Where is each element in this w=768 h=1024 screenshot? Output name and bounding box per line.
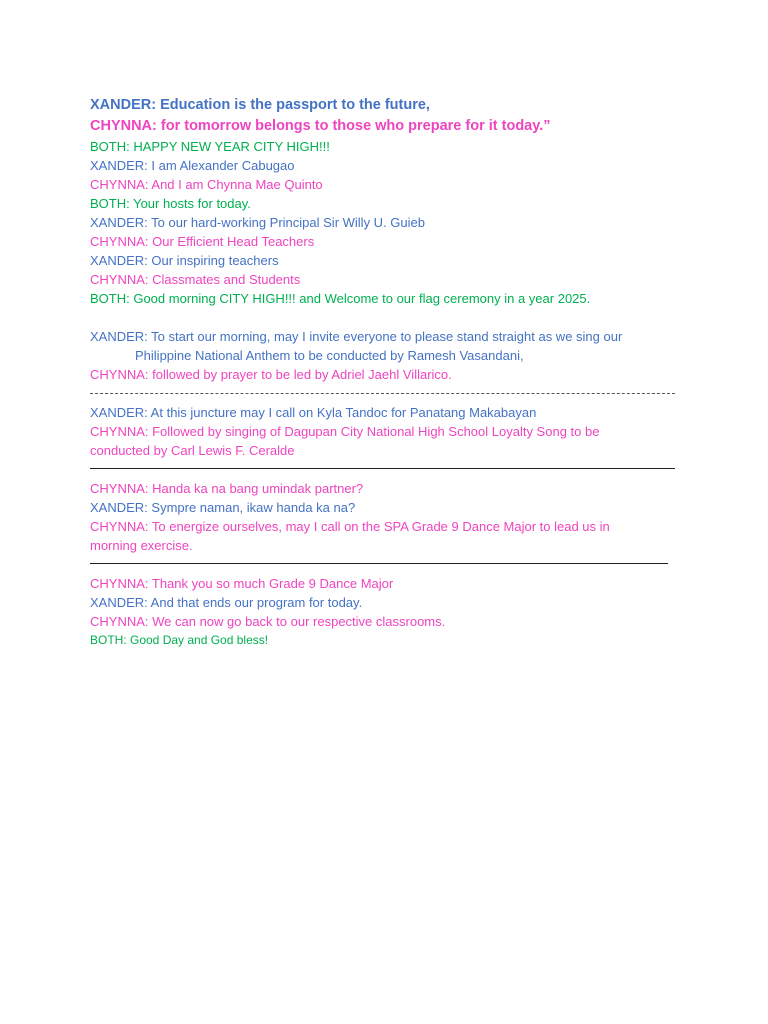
line-both-hosts: BOTH: Your hosts for today.	[90, 196, 251, 211]
line-chynna-classrooms: CHYNNA: We can now go back to our respective classrooms.	[90, 614, 446, 629]
line-xander-anthem-first: XANDER: To start our morning, may I invite everyone to please stand straight as we sing our	[90, 329, 623, 344]
title-xander: XANDER: Education is the passport to the future,	[90, 97, 430, 113]
title-chynna: CHYNNA: for tomorrow belongs to those who prepare for it today.”	[90, 118, 551, 134]
blank-line	[90, 308, 680, 327]
line-xander-anthem-cont: Philippine National Anthem to be conducted by Ramesh Vasandani,	[135, 348, 524, 363]
line-chynna-students: CHYNNA: Classmates and Students	[90, 272, 301, 287]
program-script	[90, 95, 680, 649]
solid-divider-1	[90, 468, 675, 469]
line-chynna-loyalty-song: CHYNNA: Followed by singing of Dagupan City National High School Loyalty Song to be conducted by Carl Lewis F. Ceralde	[90, 424, 600, 458]
line-chynna-thanks: CHYNNA: Thank you so much Grade 9 Dance Major	[90, 576, 394, 591]
solid-divider-2	[90, 563, 668, 564]
line-both-welcome: BOTH: Good morning CITY HIGH!!! and Welcome to our flag ceremony in a year 2025.	[90, 291, 591, 306]
line-chynna-prayer: CHYNNA: followed by prayer to be led by Adriel Jaehl Villarico.	[90, 367, 452, 382]
line-xander-panatang: XANDER: At this juncture may I call on Kyla Tandoc for Panatang Makabayan	[90, 405, 537, 420]
line-xander-principal: XANDER: To our hard-working Principal Sir Willy U. Guieb	[90, 215, 425, 230]
line-chynna-umindak: CHYNNA: Handa ka na bang umindak partner?	[90, 481, 364, 496]
line-xander-teachers: XANDER: Our inspiring teachers	[90, 253, 279, 268]
line-both-bless: BOTH: Good Day and God bless!	[90, 633, 269, 647]
line-chynna-intro: CHYNNA: And I am Chynna Mae Quinto	[90, 177, 323, 192]
line-xander-intro: XANDER: I am Alexander Cabugao	[90, 158, 295, 173]
line-chynna-head-teachers: CHYNNA: Our Efficient Head Teachers	[90, 234, 315, 249]
line-both-greeting: BOTH: HAPPY NEW YEAR CITY HIGH!!!	[90, 139, 330, 154]
line-chynna-energize: CHYNNA: To energize ourselves, may I call on the SPA Grade 9 Dance Major to lead us in morning exercise.	[90, 519, 610, 553]
line-xander-sympre: XANDER: Sympre naman, ikaw handa ka na?	[90, 500, 356, 515]
line-xander-ends: XANDER: And that ends our program for today.	[90, 595, 363, 610]
dashed-divider	[90, 393, 675, 394]
line-xander-anthem	[90, 327, 680, 365]
